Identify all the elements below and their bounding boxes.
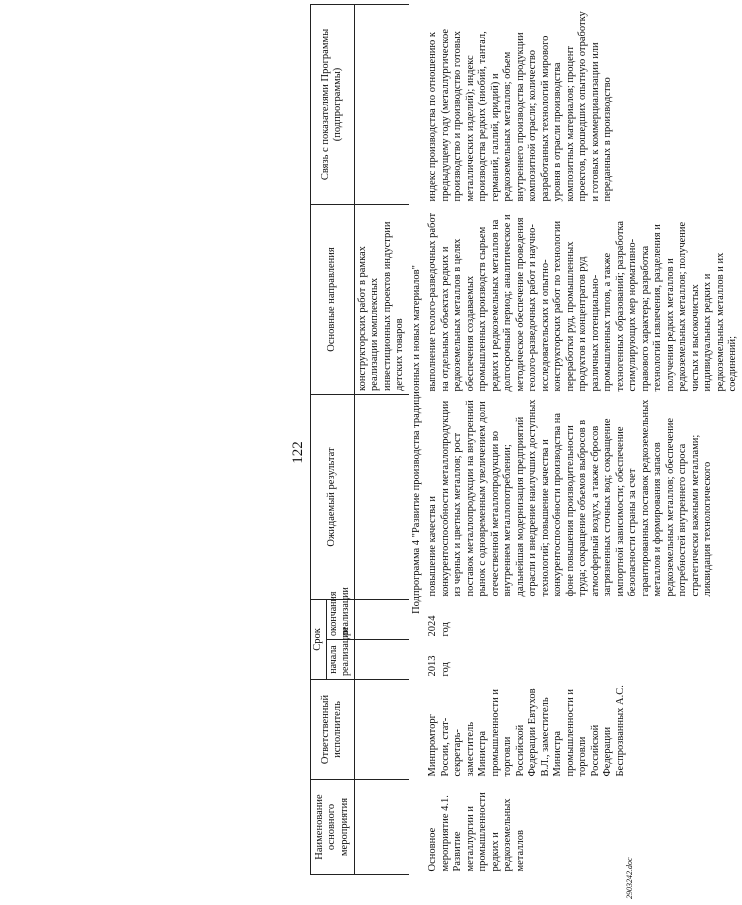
subprogram-row (409, 4, 426, 874)
measure-end: 2024 год (427, 615, 451, 637)
measure-result: повышение качества и конкурентоспособности металлопродукции из черных и цветных металлов; рост поставок металлопродукции на внутренний рынок с одновременным увеличением доли отечественной металлопродукции во внутреннем металлопотреблении; дальнейшая модернизация предприятий отрасли и внедрение наилучших доступных технологий; повышение качества и конкурентоспособности производства на фоне повышения производительности труда; сокращение объемов выбросов в атмосферный воздух, а также сбросов загрязненных сточных вод; сокращение импортной зависимости; обеспечение безопасности страны за счет гарантированных поставок редкоземельных металлов и формирования запасов редкоземельных металлов; обеспечение потребностей внутреннего спроса стратегически важными металлами; ликвидация технологического (427, 399, 713, 597)
header-link: Связь с показателями Программы (подпрограммы) (311, 4, 355, 204)
measure-directions: выполнение геолого-разведочных работ на отдельных объектах редких и редкоземельных металлов в целях обеспечения создаваемых промышленных производств сырьем редких и редкоземельных металлов на долгосрочный период; аналитическое и методическое обеспечение проведения геолого-разведочных работ и научно-исследовательских и опытно-конструкторских работ по технологии переработки руд, промышленных продуктов и концентратов руд различных потенциально-промышленных типов, а также техногенных образований; разработка стимулирующих мер нормативно-правового характера; разработка технологий извлечения, разделения и получения редких металлов и редкоземельных металлов; получение чистых и высокочистых индивидуальных редких и редкоземельных металлов и их соединений; (427, 212, 738, 392)
measure-name: Основное мероприятие 4.1. Развитие металлургии и промышленности редких и редкоземельных металлов (427, 792, 526, 872)
measures-table (310, 4, 742, 875)
header-result: Ожидаемый результат (311, 394, 355, 599)
header-directions: Основные направления (311, 204, 355, 394)
continued-row (354, 4, 409, 874)
measure-executor: Минпромторг России, стат-секретарь-заместитель Министра промышленности и торговли Российской Федерации Евтухов В.Л., заместитель Министра промышленности и торговли Российской Федерации Беспрозванных А.С. (427, 685, 626, 777)
header-executor: Ответственный исполнитель (311, 680, 355, 780)
doc-filename: 2903242.doc (625, 857, 634, 899)
header-start: начала реализации (326, 640, 354, 680)
subprogram-title: Подпрограмма 4 "Развитие производства традиционных и новых материалов" (410, 265, 422, 614)
measure-link: индекс производства по отношению к предыдущему году (металлургическое производство и производство готовых металлических изделий); индекс производства редких (ниобий, тантал, германий, галлий, иридий) и редкоземельных металлов; объем внутреннего производства продукции композитной отрасли; количество разработанных технологий мирового уровня в отрасли производства композитных материалов; процент проектов, прошедших опытную отработку и готовых к коммерциализации или переданных в производство (427, 11, 613, 202)
header-term: Срок (311, 599, 327, 679)
continued-directions: конструкторских работ в рамках реализации комплексных инвестиционных проектов индустрии детских товаров (354, 204, 409, 394)
header-end: окончания реализации (326, 599, 354, 639)
table-row (425, 4, 742, 874)
measure-start: 2013 год (427, 655, 451, 677)
page-number: 122 (290, 441, 306, 464)
header-name: Наименование основного мероприятия (311, 780, 355, 875)
